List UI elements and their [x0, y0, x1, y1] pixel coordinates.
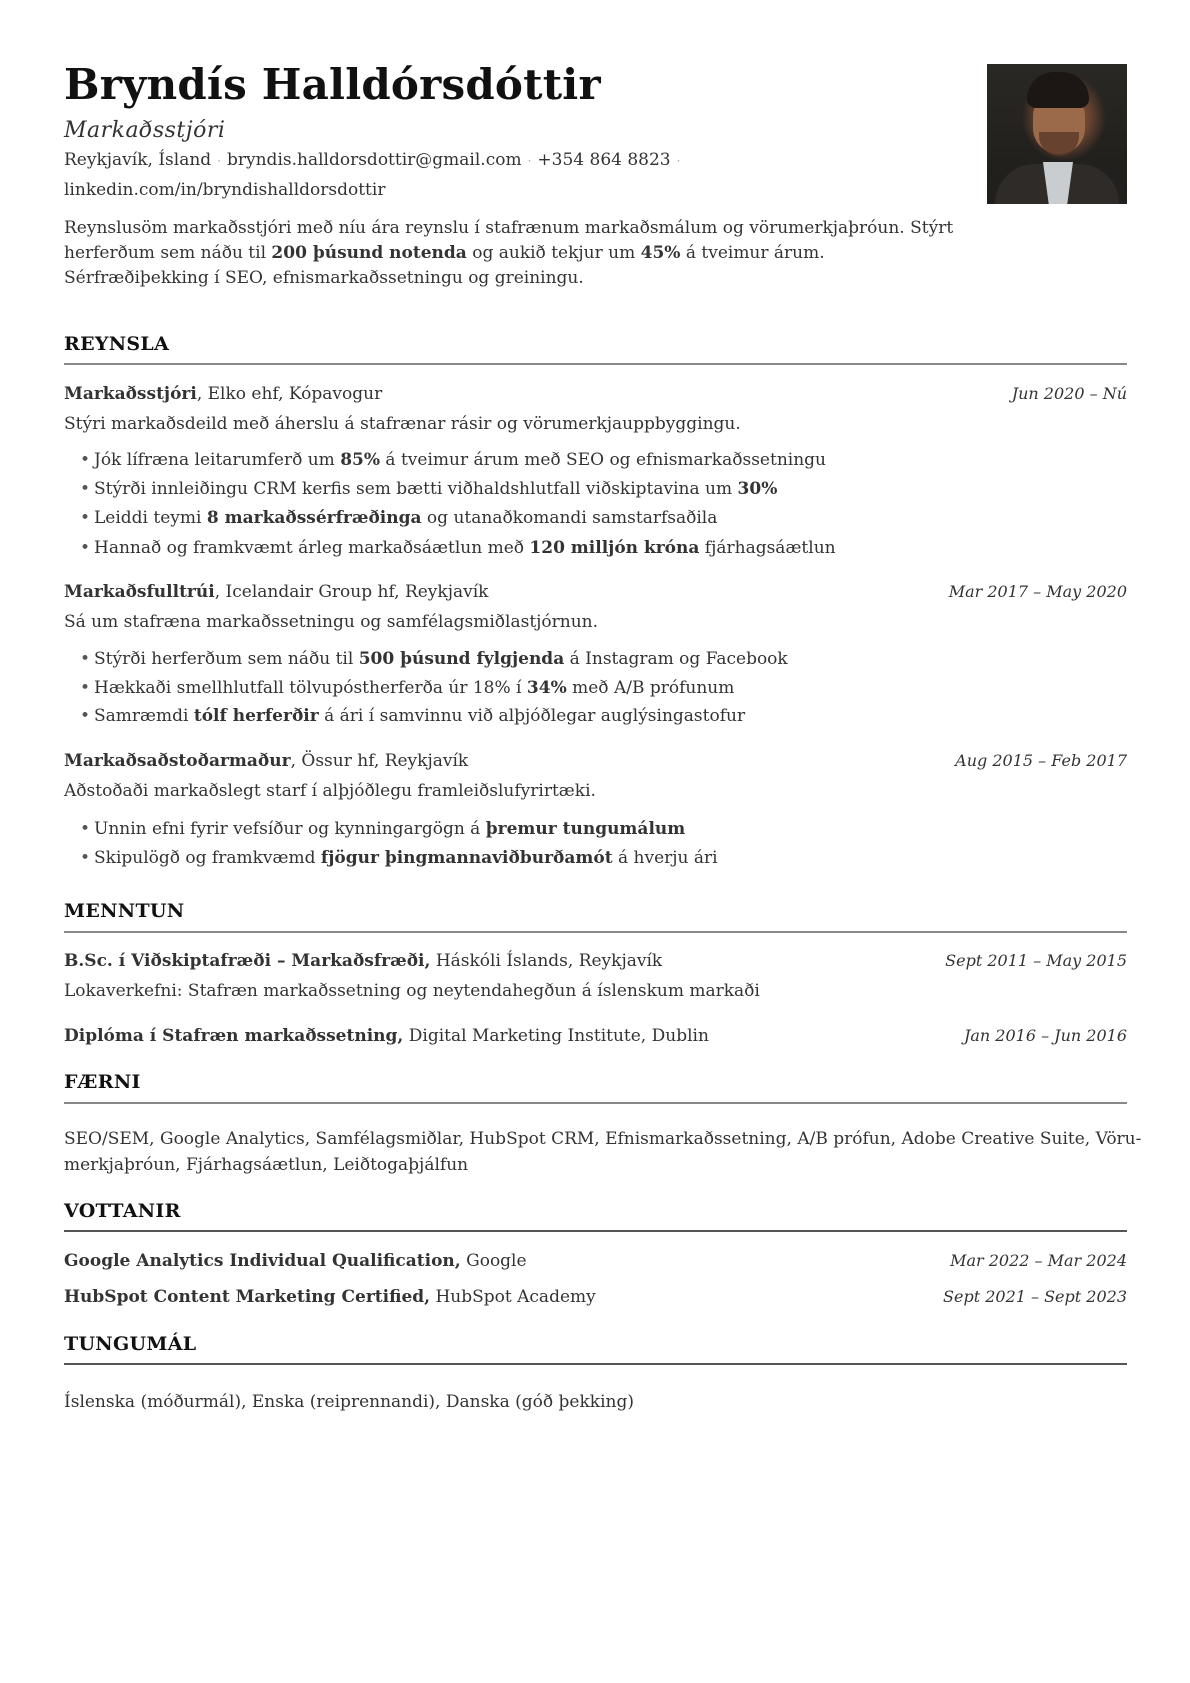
job-role: Markaðsstjóri [64, 384, 197, 404]
job-header [64, 384, 1127, 404]
education-note: Lokaverkefni: Stafræn markaðssetning og neytendahegðun á íslenskum markaði [64, 981, 760, 1001]
photo-hair [1027, 72, 1089, 108]
job-role: Markaðsaðstoðarmaður [64, 751, 291, 771]
summary-highlight: 200 þúsund notenda [271, 243, 467, 263]
section-divider [64, 363, 1127, 365]
certification-date: Sept 2021 – Sept 2023 [943, 1287, 1127, 1306]
job-date: Aug 2015 – Feb 2017 [955, 751, 1127, 770]
job-organization: , Össur hf, Reykjavík [290, 751, 469, 771]
job-bullet: • Leiddi teymi 8 markaðssérfræðinga og utanaðkomandi samstarfsaðila [80, 508, 718, 528]
section-title-skills: FÆRNI [64, 1071, 141, 1093]
section-divider [64, 931, 1127, 933]
contact-linkedin[interactable]: linkedin.com/in/bryndishalldorsdottir [64, 180, 386, 200]
separator-dot: · [217, 154, 221, 168]
job-organization: , Icelandair Group hf, Reykjavík [214, 582, 489, 602]
job-bullet: • Jók lífræna leitarumferð um 85% á tveimur árum með SEO og efnismarkaðssetningu [80, 450, 826, 470]
skills-line-1: SEO/SEM, Google Analytics, Samfélagsmiðlar, HubSpot CRM, Efnismarkaðssetning, A/B prófun, Adobe Creative Suite, Vöru- [64, 1129, 1142, 1149]
summary-text: og aukið tekjur um [466, 243, 641, 263]
bullet-icon: • [80, 508, 91, 528]
education-school: Digital Marketing Institute, Dublin [403, 1026, 709, 1046]
job-role: Markaðsfulltrúi [64, 582, 215, 602]
bullet-icon: • [80, 450, 91, 470]
summary-highlight: 45% [640, 243, 681, 263]
section-divider [64, 1363, 1127, 1365]
job-description: Stýri markaðsdeild með áherslu á stafrænar rásir og vörumerkjauppbyggingu. [64, 414, 741, 434]
photo-beard [1039, 132, 1079, 156]
job-bullet: • Hækkaði smellhlutfall tölvupóstherferða úr 18% í 34% með A/B prófunum [80, 678, 735, 698]
job-bullet: • Samræmdi tólf herferðir á ári í samvinnu við alþjóðlegar auglýsingastofur [80, 706, 746, 726]
bullet-icon: • [80, 819, 91, 839]
education-degree: B.Sc. í Viðskiptafræði – Markaðsfræði, [64, 951, 431, 971]
summary-text: Reynslusöm markaðsstjóri með níu ára reynslu í stafrænum markaðsmálum og vörumerkjaþróun. Stýrt herferðum sem náðu til [64, 218, 954, 263]
job-bullet: • Stýrði herferðum sem náðu til 500 þúsund fylgjenda á Instagram og Facebook [80, 649, 788, 669]
job-organization: , Elko ehf, Kópavogur [196, 384, 383, 404]
separator-dot: · [527, 154, 532, 168]
languages-text: Íslenska (móðurmál), Enska (reiprennandi), Danska (góð þekking) [64, 1392, 634, 1412]
certification-name: Google Analytics Individual Qualification, [64, 1251, 461, 1271]
bullet-icon: • [80, 649, 91, 669]
bullet-icon: • [80, 479, 91, 499]
certification-item [64, 1287, 1127, 1307]
certification-issuer: Google [460, 1251, 527, 1271]
job-date: Jun 2020 – Nú [1011, 384, 1127, 403]
job-bullet: • Skipulögð og framkvæmd fjögur þingmannaviðburðamót á hverju ári [80, 848, 718, 868]
bullet-icon: • [80, 538, 91, 558]
education-degree: Diplóma í Stafræn markaðssetning, [64, 1026, 404, 1046]
job-date: Mar 2017 – May 2020 [948, 582, 1127, 601]
job-header [64, 751, 1127, 771]
separator-dot: · [676, 154, 681, 168]
section-divider [64, 1230, 1127, 1232]
bullet-icon: • [80, 678, 91, 698]
certification-name: HubSpot Content Marketing Certified, [64, 1287, 431, 1307]
section-divider [64, 1102, 1127, 1104]
certification-date: Mar 2022 – Mar 2024 [950, 1251, 1127, 1270]
profile-photo [987, 64, 1127, 204]
education-item [64, 951, 1127, 971]
job-header [64, 582, 1127, 602]
contact-location: Reykjavík, Ísland [64, 150, 212, 170]
section-title-education: MENNTUN [64, 900, 185, 922]
education-item [64, 1026, 1127, 1046]
job-description: Aðstoðaði markaðslegt starf í alþjóðlegu framleiðslufyrirtæki. [64, 781, 596, 801]
job-bullet: • Hannað og framkvæmt árleg markaðsáætlun með 120 milljón króna fjárhagsáætlun [80, 538, 836, 558]
education-school: Háskóli Íslands, Reykjavík [430, 951, 663, 971]
summary-text: á tveimur árum. Sérfræðiþekking í SEO, efnismarkaðssetningu og greiningu. [64, 243, 825, 288]
job-description: Sá um stafræna markaðssetningu og samfélagsmiðlastjórnun. [64, 612, 599, 632]
certification-issuer: HubSpot Academy [430, 1287, 596, 1307]
candidate-name: Bryndís Halldórsdóttir [64, 60, 601, 109]
education-date: Sept 2011 – May 2015 [945, 951, 1127, 970]
section-title-experience: REYNSLA [64, 333, 170, 355]
skills-line-2: merkjaþróun, Fjárhagsáætlun, Leiðtogaþjálfun [64, 1155, 469, 1175]
summary-paragraph [64, 216, 964, 291]
certification-item [64, 1251, 1127, 1271]
section-title-certifications: VOTTANIR [64, 1200, 181, 1222]
bullet-icon: • [80, 706, 91, 726]
job-bullet: • Stýrði innleiðingu CRM kerfis sem bætti viðhaldshlutfall viðskiptavina um 30% [80, 479, 778, 499]
section-title-languages: TUNGUMÁL [64, 1333, 197, 1355]
contact-line-2 [64, 180, 385, 200]
contact-phone[interactable]: +354 864 8823 [537, 150, 671, 170]
candidate-title: Markaðsstjóri [64, 118, 226, 143]
job-bullet: • Unnin efni fyrir vefsíður og kynningargögn á þremur tungumálum [80, 819, 686, 839]
education-date: Jan 2016 – Jun 2016 [963, 1026, 1127, 1045]
contact-line-1 [64, 150, 686, 170]
contact-email[interactable]: bryndis.halldorsdottir@gmail.com [227, 150, 522, 170]
bullet-icon: • [80, 848, 91, 868]
